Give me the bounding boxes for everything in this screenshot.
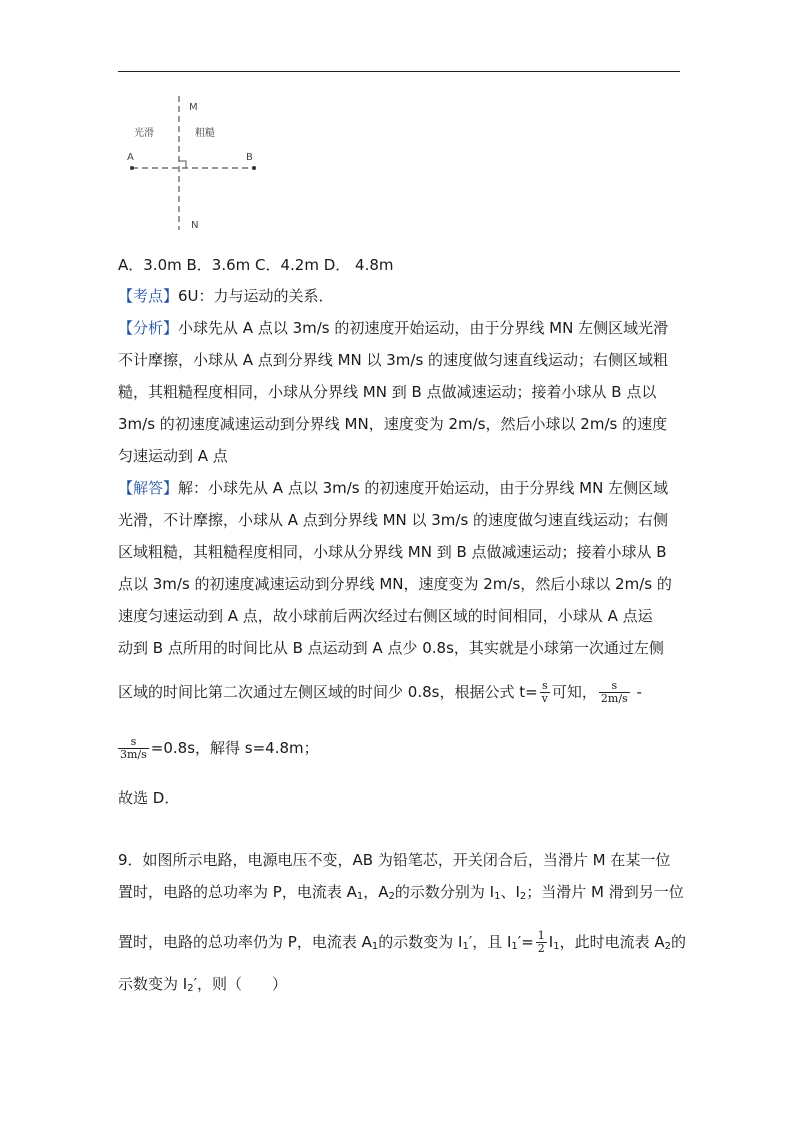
subscript: 2 — [519, 891, 527, 902]
q9-line-4 — [118, 974, 287, 999]
jieda-line-8 — [118, 736, 319, 761]
jieda-line-4: 点以 3m/s 的初速度减速运动到分界线 MN，速度变为 2m/s，然后小球以 2m/s 的 — [118, 575, 672, 593]
fraction-s-over-v — [540, 680, 550, 705]
jieda-text-8b: =0.8s，解得 s=4.8m； — [150, 739, 319, 757]
jieda-text-7b: 可知， — [551, 683, 597, 701]
jieda-text-7a: 区域的时间比第二次通过左侧区域的时间少 0.8s，根据公式 t= — [118, 683, 538, 701]
jieda-line-7 — [118, 680, 642, 705]
jieda-tag: 【解答】 — [118, 479, 179, 497]
jieda-line-3: 区域粗糙，其粗糙程度相同，小球从分界线 MN 到 B 点做减速运动；接着小球从 B — [118, 543, 667, 561]
fenxi-text-1: 小球先从 A 点以 3m/s 的初速度开始运动，由于分界线 MN 左侧区域光滑 — [178, 319, 669, 337]
q9-text: 、I — [500, 883, 520, 901]
header-rule — [118, 71, 680, 72]
kaodian-tag: 【考点】 — [118, 287, 179, 305]
answer-options: A．3.0m B．3.6m C．4.2m D． 4.8m — [118, 256, 394, 274]
subscript: 1 — [462, 941, 469, 952]
fraction-numerator: s — [130, 735, 137, 748]
kaodian-text: 6U：力与运动的关系． — [178, 287, 334, 305]
label-m: M — [189, 102, 198, 113]
kaodian-line — [118, 286, 334, 306]
label-b: B — [246, 152, 253, 163]
jieda-line-5: 速度匀速运动到 A 点，故小球前后两次经过右侧区域的时间相同，小球从 A 点运 — [118, 607, 653, 625]
right-angle-mark — [179, 161, 186, 168]
fraction-denominator: 3m/s — [120, 748, 147, 761]
point-a — [130, 166, 134, 170]
subscript: 1 — [356, 891, 364, 902]
q9-text: 置时，电路的总功率仍为 P，电流表 A — [118, 933, 372, 951]
subscript: 1 — [553, 941, 560, 952]
fenxi-line-4: 3m/s 的初速度减速运动到分界线 MN，速度变为 2m/s，然后小球以 2m/s 的速度 — [118, 415, 668, 433]
fraction-numerator: 1 — [537, 929, 545, 942]
q9-text: I — [548, 933, 554, 951]
subscript: 1 — [494, 891, 501, 902]
fraction-s-over-2ms — [599, 680, 630, 705]
q9-line-1: 9．如图所示电路，电源电压不变，AB 为铅笔芯，开关闭合后，当滑片 M 在某一位 — [118, 851, 671, 869]
jieda-line-1 — [118, 478, 668, 498]
fraction-s-over-3ms — [118, 736, 149, 761]
subscript: 1 — [511, 941, 518, 952]
fraction-denominator: 2m/s — [600, 692, 628, 705]
label-a: A — [127, 152, 134, 163]
jieda-line-2: 光滑，不计摩擦，小球从 A 点到分界线 MN 以 3m/s 的速度做匀速直线运动；右侧 — [118, 511, 669, 529]
fenxi-line-3: 糙，其粗糙程度相同，小球从分界线 MN 到 B 点做减速运动；接着小球从 B 点以 — [118, 383, 657, 401]
fraction-one-half — [536, 930, 547, 955]
q9-text: 的示数变为 I — [378, 933, 463, 951]
subscript: 2 — [187, 983, 194, 994]
fraction-numerator: s — [611, 679, 618, 692]
q9-text: ，A — [363, 883, 389, 901]
fraction-denominator: 2 — [537, 942, 545, 955]
fenxi-line-2: 不计摩擦，小球从 A 点到分界线 MN 以 3m/s 的速度做匀速直线运动；右侧区域粗 — [118, 351, 669, 369]
label-smooth: 光滑 — [134, 128, 154, 139]
subscript: 1 — [371, 941, 379, 952]
q9-text: ′，则（ ） — [193, 975, 287, 993]
jieda-line-6: 动到 B 点所用的时间比从 B 点运动到 A 点少 0.8s，其实就是小球第一次通过左侧 — [118, 639, 664, 657]
subscript: 2 — [388, 891, 395, 902]
fenxi-line-1 — [118, 318, 668, 338]
fenxi-line-5: 匀速运动到 A 点 — [118, 447, 228, 465]
subscript: 2 — [664, 941, 671, 952]
q9-text: ；当滑片 M 滑到另一位 — [526, 883, 684, 901]
q9-text: ′= — [517, 933, 534, 951]
jieda-line-9: 故选 D． — [118, 789, 180, 807]
label-rough: 粗糙 — [195, 128, 215, 139]
q9-line-2 — [118, 882, 684, 907]
point-b — [252, 166, 256, 170]
jieda-text-1: 解：小球先从 A 点以 3m/s 的初速度开始运动，由于分界线 MN 左侧区域 — [178, 479, 669, 497]
q9-text: 置时，电路的总功率为 P，电流表 A — [118, 883, 357, 901]
fenxi-tag: 【分析】 — [118, 319, 179, 337]
q9-text: 示数变为 I — [118, 975, 188, 993]
label-n: N — [191, 220, 199, 231]
mn-boundary-figure — [118, 88, 278, 238]
fraction-denominator: v — [541, 692, 548, 705]
q9-text: 的 — [671, 933, 687, 951]
q9-text: 的示数分别为 I — [394, 883, 495, 901]
q9-text: ，此时电流表 A — [559, 933, 665, 951]
q9-line-3 — [118, 930, 686, 957]
fraction-numerator: s — [541, 679, 548, 692]
q9-text: ′，且 I — [468, 933, 512, 951]
jieda-text-7c: - — [631, 683, 642, 701]
